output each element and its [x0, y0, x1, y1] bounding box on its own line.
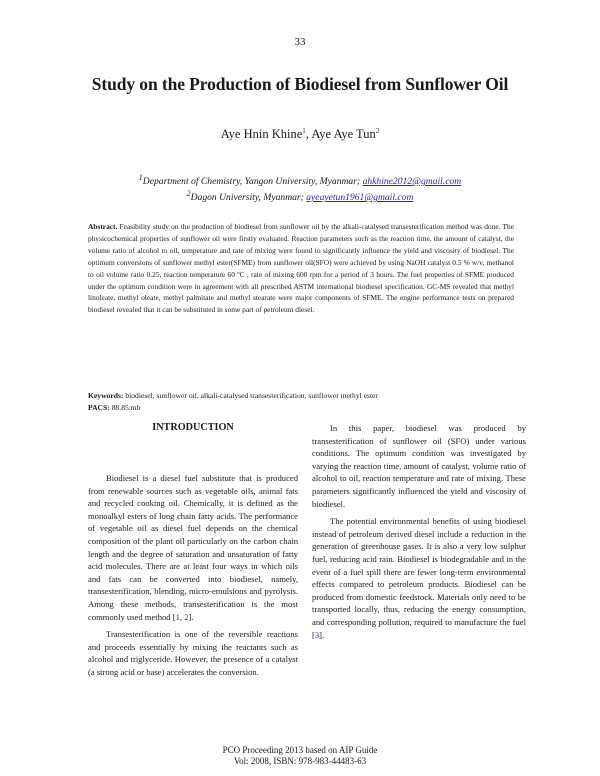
right-column — [312, 422, 526, 641]
citation-close: ]. — [188, 611, 194, 622]
author-superscript: 1 — [302, 127, 306, 135]
section-heading-introduction: INTRODUCTION — [152, 422, 234, 433]
affiliation-superscript: 1 — [138, 173, 143, 182]
email-link[interactable]: ahkhine2012@gmail.com — [362, 176, 462, 188]
citation-link[interactable]: 1 — [175, 611, 180, 622]
author-name: Aye Hnin Khine — [220, 127, 303, 142]
affiliations — [0, 172, 600, 204]
paragraph-text: Biodiesel is a diesel fuel substitute that is produced from renewable sources such as vegetable oils, animal fats and recycled cooking oil. Chemically, it is defined as the monoalkyl esters of long chain fatty acids. The performance of vegetable oil as diesel fuel depends on the chemical composition of the plant oil particularly on the carbon chain length and the degree of saturation and unsaturation of fatty acid molecules. There are at least four ways in which oils and fats can be converted into biodiesel, namely, transesterification, blending, micro-emulsions and pyrolysis. Among these methods, transesterification is the most commonly used method [ — [88, 473, 298, 622]
citation-separator: , — [179, 611, 185, 622]
author-name: Aye Aye Tun — [311, 127, 376, 142]
keywords-text: biodiesel, sunflower oil, alkali-catalysed transesterification, sunflower methyl ester — [123, 391, 378, 400]
citation-link[interactable]: 2 — [184, 611, 189, 622]
footer-line: PCO Proceeding 2013 based on AIP Guide — [222, 745, 378, 755]
email-link[interactable]: ayeayetun1961@gmail.com — [306, 192, 414, 204]
author-superscript: 2 — [375, 127, 380, 135]
keywords-block — [88, 390, 514, 413]
paragraph-text: The potential environmental benefits of using biodiesel instead of petroleum derived diesel include a reduction in the generation of greenhouse gases. It is also a very low sulphur fuel, reducing acid rain. Biodiesel is biodegradable and in the event of a fuel spill there are fewer long-term environmental effects compared to petroleum products. Biodiesel can be produced from domestic feedstock. Materials only need to be transported locally, thus, reducing the energy consumption, and corresponding pollution, required to manufacture the fuel [ — [312, 516, 526, 640]
abstract-label: Abstract. — [88, 222, 118, 231]
affiliation-text: Dagon University, Myanmar; — [190, 192, 307, 204]
pacs-text: 88.85.mb — [109, 402, 141, 412]
page-number: 33 — [294, 36, 306, 48]
affiliation-line — [0, 172, 600, 188]
paper-title: Study on the Production of Biodiesel from Sunflower Oil — [91, 74, 509, 94]
pacs-line — [88, 402, 514, 414]
abstract — [88, 221, 514, 316]
authors — [0, 127, 600, 142]
footer-line: Vol: 2008, ISBN: 978-983-44483-63 — [233, 756, 367, 766]
keywords-label: Keywords: — [88, 391, 124, 400]
affiliation-text: Department of Chemistry, Yangon University, Myanmar; — [142, 176, 363, 188]
citation-close: ]. — [319, 629, 325, 640]
page-footer — [0, 745, 600, 767]
citation-link[interactable]: 3 — [314, 629, 320, 640]
left-column — [88, 472, 298, 679]
pacs-label: PACS: — [88, 402, 110, 412]
affiliation-line — [0, 188, 600, 204]
affiliation-superscript: 2 — [186, 189, 191, 199]
paragraph — [88, 472, 298, 623]
keywords-line — [88, 390, 514, 402]
paragraph: Transesterification is one of the reversible reactions and proceeds essentially by mixing the reactants such as alcohol and triglyceride. However, the presence of a catalyst (a strong acid or base) accelerates the conversion. — [88, 629, 298, 677]
paragraph — [312, 515, 526, 641]
author-separator: , — [305, 127, 312, 142]
abstract-text: Feasibility study on the production of biodiesel from sunflower oil by the alkali-catalysed transesterification method was done. The physicochemical properties of sunflower oil were firstly evaluated. Reaction parameters such as the reaction time, the amount of catalyst, the volume ratio of alcohol to oil, temperature and rate of mixing were found to significantly influence the yield and viscosity of biodiesel. The optimum conversions of sunflower methyl ester(SFME) from sunflower oil(SFO) were achieved by using NaOH catalyst 0.5 % w/v, methanol to oil volume ratio 0.25, reaction temperature 60 ºC , rate of mixing 600 rpm for a period of 3 hours. The fuel properties of SFME produced under the optimum condition were in agreement with all prescribed ASTM international biodiesel specification. GC-MS revealed that methyl linoleate, methyl oleate, methyl palmitate and methyl stearate were major components of SFME. The engine performance tests on prepared biodiesel revealed that it can be substituted in some part of petroleum diesel. — [88, 222, 514, 315]
paragraph: In this paper, biodiesel was produced by transesterification of sunflower oil (SFO) under various conditions. The optimum condition was investigated by varying the reaction time, amount of catalyst, volume ratio of alcohol to oil, reaction temperature and rate of mixing. These parameters significantly influenced the yield and viscosity of biodiesel. — [312, 423, 526, 509]
